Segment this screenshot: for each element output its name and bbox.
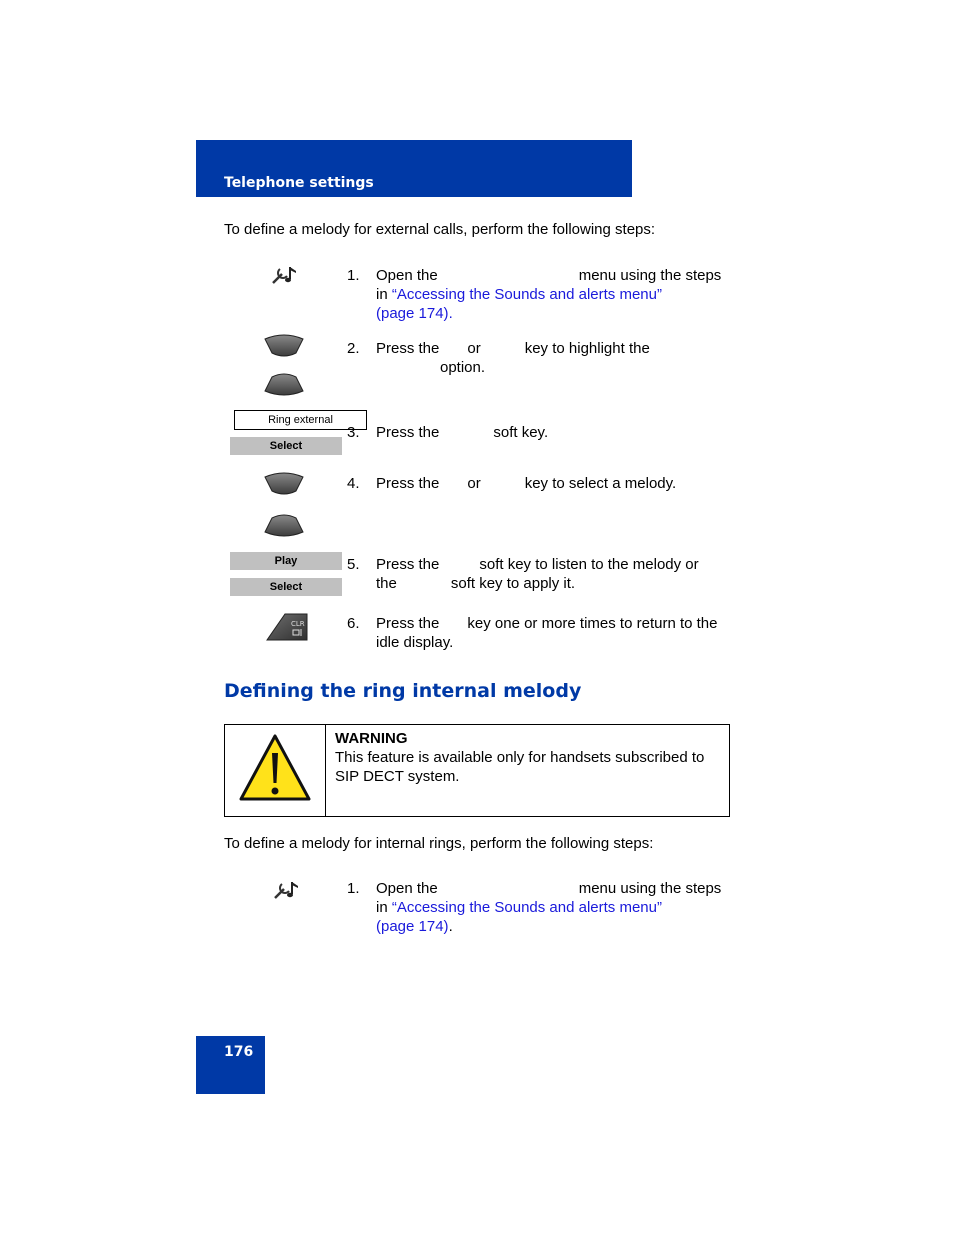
select-softkey[interactable]: Select — [230, 578, 342, 596]
clr-key-label: CLR — [291, 620, 305, 628]
page-header-title: Telephone settings — [224, 175, 374, 191]
step-text-part: key one or more times to return to the — [467, 615, 718, 632]
step-number: 2. — [347, 340, 360, 357]
link-page-174[interactable]: (page 174) — [376, 918, 449, 935]
sounds-alerts-icon — [272, 878, 302, 902]
screen-ring-external: Ring external — [234, 410, 367, 430]
warning-divider — [325, 724, 326, 817]
nav-down-key-icon — [263, 371, 305, 397]
select-softkey[interactable]: Select — [230, 437, 342, 455]
warning-title: WARNING — [335, 730, 408, 747]
step-text-part: Press the — [376, 615, 440, 632]
step-number: 1. — [347, 267, 360, 284]
step-text-part: Press the — [376, 475, 440, 492]
step-text-part: option. — [440, 359, 486, 376]
step-text-part: Press the — [376, 424, 440, 441]
step-text-part: soft key. — [493, 424, 549, 441]
step-3-text — [376, 423, 736, 442]
step-text-part: . — [448, 305, 453, 322]
step-text-part: soft key to apply it. — [450, 575, 576, 592]
link-accessing-sounds[interactable]: “Accessing the Sounds and alerts menu” — [391, 899, 662, 916]
clr-key-icon — [265, 612, 309, 642]
nav-up-key-icon — [263, 333, 305, 359]
step-number: 1. — [347, 880, 360, 897]
link-page-174[interactable]: (page 174) — [376, 305, 449, 322]
step-4-text — [376, 474, 736, 493]
section-heading: Defining the ring internal melody — [224, 680, 582, 702]
step-number: 3. — [347, 424, 360, 441]
warning-icon — [238, 733, 312, 803]
step-text-part: Press the — [376, 556, 440, 573]
page-number: 176 — [224, 1044, 254, 1060]
step-text-part: or — [467, 475, 481, 492]
step-text-part: Open the — [376, 267, 438, 284]
sounds-alerts-icon — [270, 263, 300, 287]
step-5-text — [376, 555, 736, 593]
step-1-text-internal — [376, 879, 736, 936]
step-text-part: Open the — [376, 880, 438, 897]
step-text-part: in — [376, 899, 392, 916]
play-softkey[interactable]: Play — [230, 552, 342, 570]
intro-external: To define a melody for external calls, perform the following steps: — [224, 221, 656, 238]
step-text-part: key to highlight the — [524, 340, 650, 357]
step-text-part: Press the — [376, 340, 440, 357]
step-text-part: menu using the steps — [578, 880, 722, 897]
step-text-part: in — [376, 286, 392, 303]
step-text-part: . — [448, 918, 453, 935]
nav-up-key-icon — [263, 471, 305, 497]
step-text-part: key to select a melody. — [524, 475, 677, 492]
step-6-text — [376, 614, 736, 652]
intro-internal: To define a melody for internal rings, perform the following steps: — [224, 835, 654, 852]
nav-down-key-icon — [263, 512, 305, 538]
step-text-part: the — [376, 575, 397, 592]
link-accessing-sounds[interactable]: “Accessing the Sounds and alerts menu” — [391, 286, 662, 303]
step-number: 4. — [347, 475, 360, 492]
step-text-part: menu using the steps — [578, 267, 722, 284]
warning-body: This feature is available only for handsets subscribed to SIP DECT system. — [335, 749, 705, 785]
step-2-text — [376, 339, 736, 377]
step-1-text — [376, 266, 736, 323]
step-text-part: idle display. — [376, 634, 454, 651]
step-text-part: or — [467, 340, 481, 357]
step-text-part: soft key to listen to the melody or — [479, 556, 699, 573]
step-number: 5. — [347, 556, 360, 573]
step-number: 6. — [347, 615, 360, 632]
